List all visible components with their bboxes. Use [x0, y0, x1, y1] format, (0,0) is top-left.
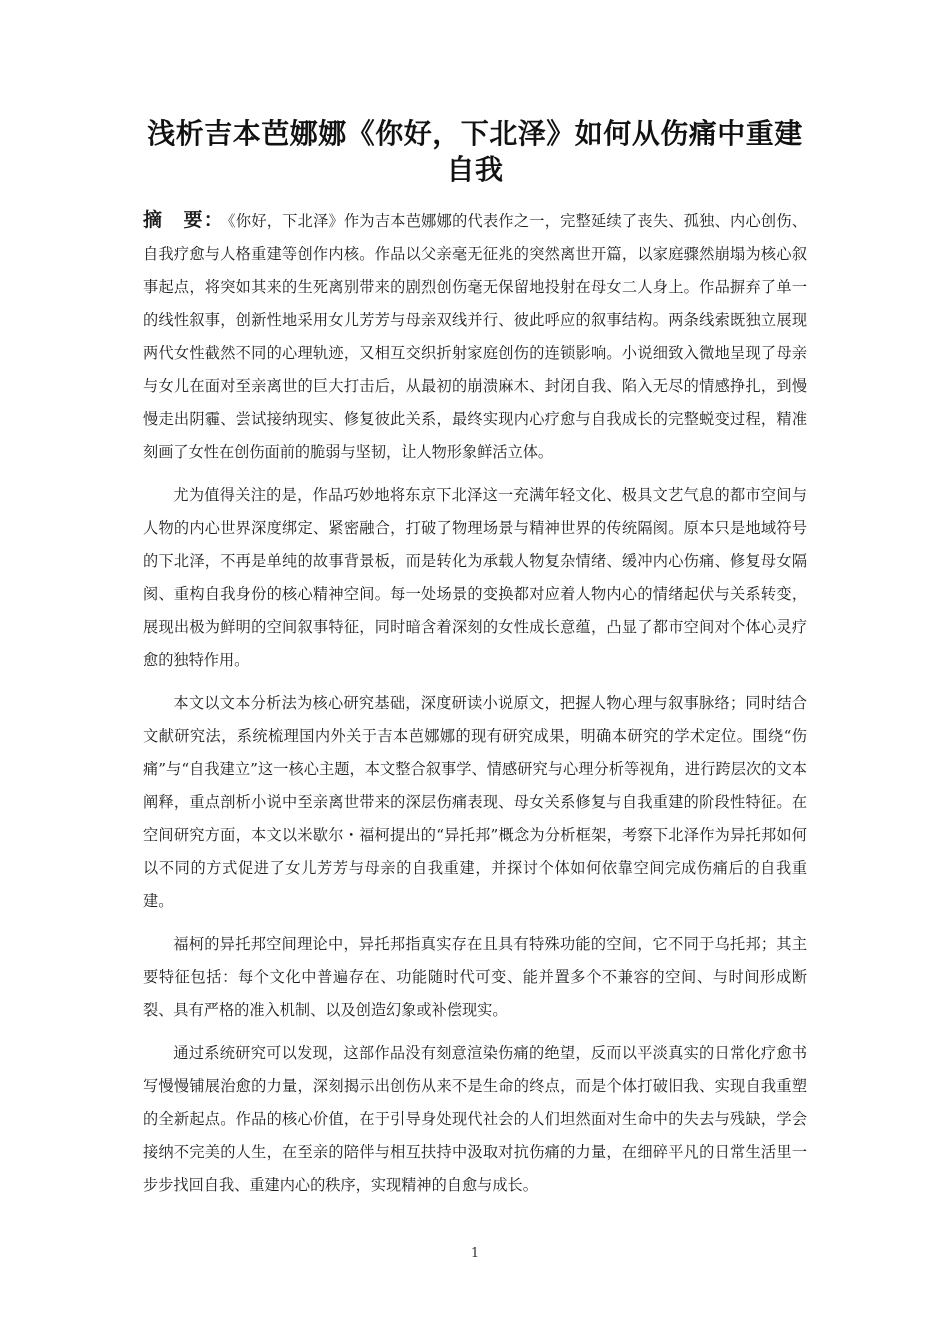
abstract-paragraph-1 — [143, 204, 807, 469]
body-paragraph-2: 尤为值得关注的是，作品巧妙地将东京下北泽这一充满年轻文化、极具文艺气息的都市空间与人物的内心世界深度绑定、紧密融合，打破了物理场景与精神世界的传统隔阂。原本只是地域符号的下北泽，不再是单纯的故事背景板，而是转化为承载人物复杂情绪、缓冲内心伤痛、修复母女隔阂、重构自我身份的核心精神空间。每一处场景的变换都对应着人物内心的情绪起伏与关系转变，展现出极为鲜明的空间叙事特征，同时暗含着深刻的女性成长意蕴，凸显了都市空间对个体心灵疗愈的独特作用。 — [143, 486, 807, 669]
body-paragraph-3: 本文以文本分析法为核心研究基础，深度研读小说原文，把握人物心理与叙事脉络；同时结合文献研究法，系统梳理国内外关于吉本芭娜娜的现有研究成果，明确本研究的学术定位。围绕“伤痛”与“自我建立”这一核心主题，本文整合叙事学、情感研究与心理分析等视角，进行跨层次的文本阐释，重点剖析小说中至亲离世带来的深层伤痛表现、母女关系修复与自我重建的阶段性特征。在空间研究方面，本文以米歇尔・福柯提出的“异托邦”概念为分析框架，考察下北泽作为异托邦如何以不同的方式促进了女儿芳芳与母亲的自我重建，并探讨个体如何依靠空间完成伤痛后的自我重建。 — [143, 694, 807, 910]
paper-title: 浅析吉本芭娜娜《你好，下北泽》如何从伤痛中重建自我 — [147, 117, 803, 186]
abstract-label: 摘 要： — [143, 209, 225, 231]
abstract-body — [143, 204, 807, 1212]
page-number: 1 — [470, 1246, 480, 1261]
body-paragraph-4: 福柯的异托邦空间理论中，异托邦指真实存在且具有特殊功能的空间，它不同于乌托邦；其主要特征包括：每个文化中普遍存在、功能随时代可变、能并置多个不兼容的空间、与时间形成断裂、具有严格的准入机制、以及创造幻象或补偿现实。 — [143, 935, 807, 1019]
body-paragraph-5: 通过系统研究可以发现，这部作品没有刻意渲染伤痛的绝望，反而以平淡真实的日常化疗愈书写慢慢铺展治愈的力量，深刻揭示出创伤从来不是生命的终点，而是个体打破旧我、实现自我重塑的全新起点。作品的核心价值，在于引导身处现代社会的人们坦然面对生命中的失去与残缺，学会接纳不完美的人生，在至亲的陪伴与相互扶持中汲取对抗伤痛的力量，在细碎平凡的日常生活里一步步找回自我、重建内心的秩序，实现精神的自愈与成长。 — [143, 1044, 807, 1194]
abstract-text: 《你好，下北泽》作为吉本芭娜娜的代表作之一，完整延续了丧失、孤独、内心创伤、自我疗愈与人格重建等创作内核。作品以父亲毫无征兆的突然离世开篇，以家庭骤然崩塌为核心叙事起点，将突如其来的生死离别带来的剧烈创伤毫无保留地投射在母女二人身上。作品摒弃了单一的线性叙事，创新性地采用女儿芳芳与母亲双线并行、彼此呼应的叙事结构。两条线索既独立展现两代女性截然不同的心理轨迹，又相互交织折射家庭创伤的连锁影响。小说细致入微地呈现了母亲与女儿在面对至亲离世的巨大打击后，从最初的崩溃麻木、封闭自我、陷入无尽的情感挣扎，到慢慢走出阴霾、尝试接纳现实、修复彼此关系，最终实现内心疗愈与自我成长的完整蜕变过程，精准刻画了女性在创伤面前的脆弱与坚韧，让人物形象鲜活立体。 — [143, 212, 807, 461]
